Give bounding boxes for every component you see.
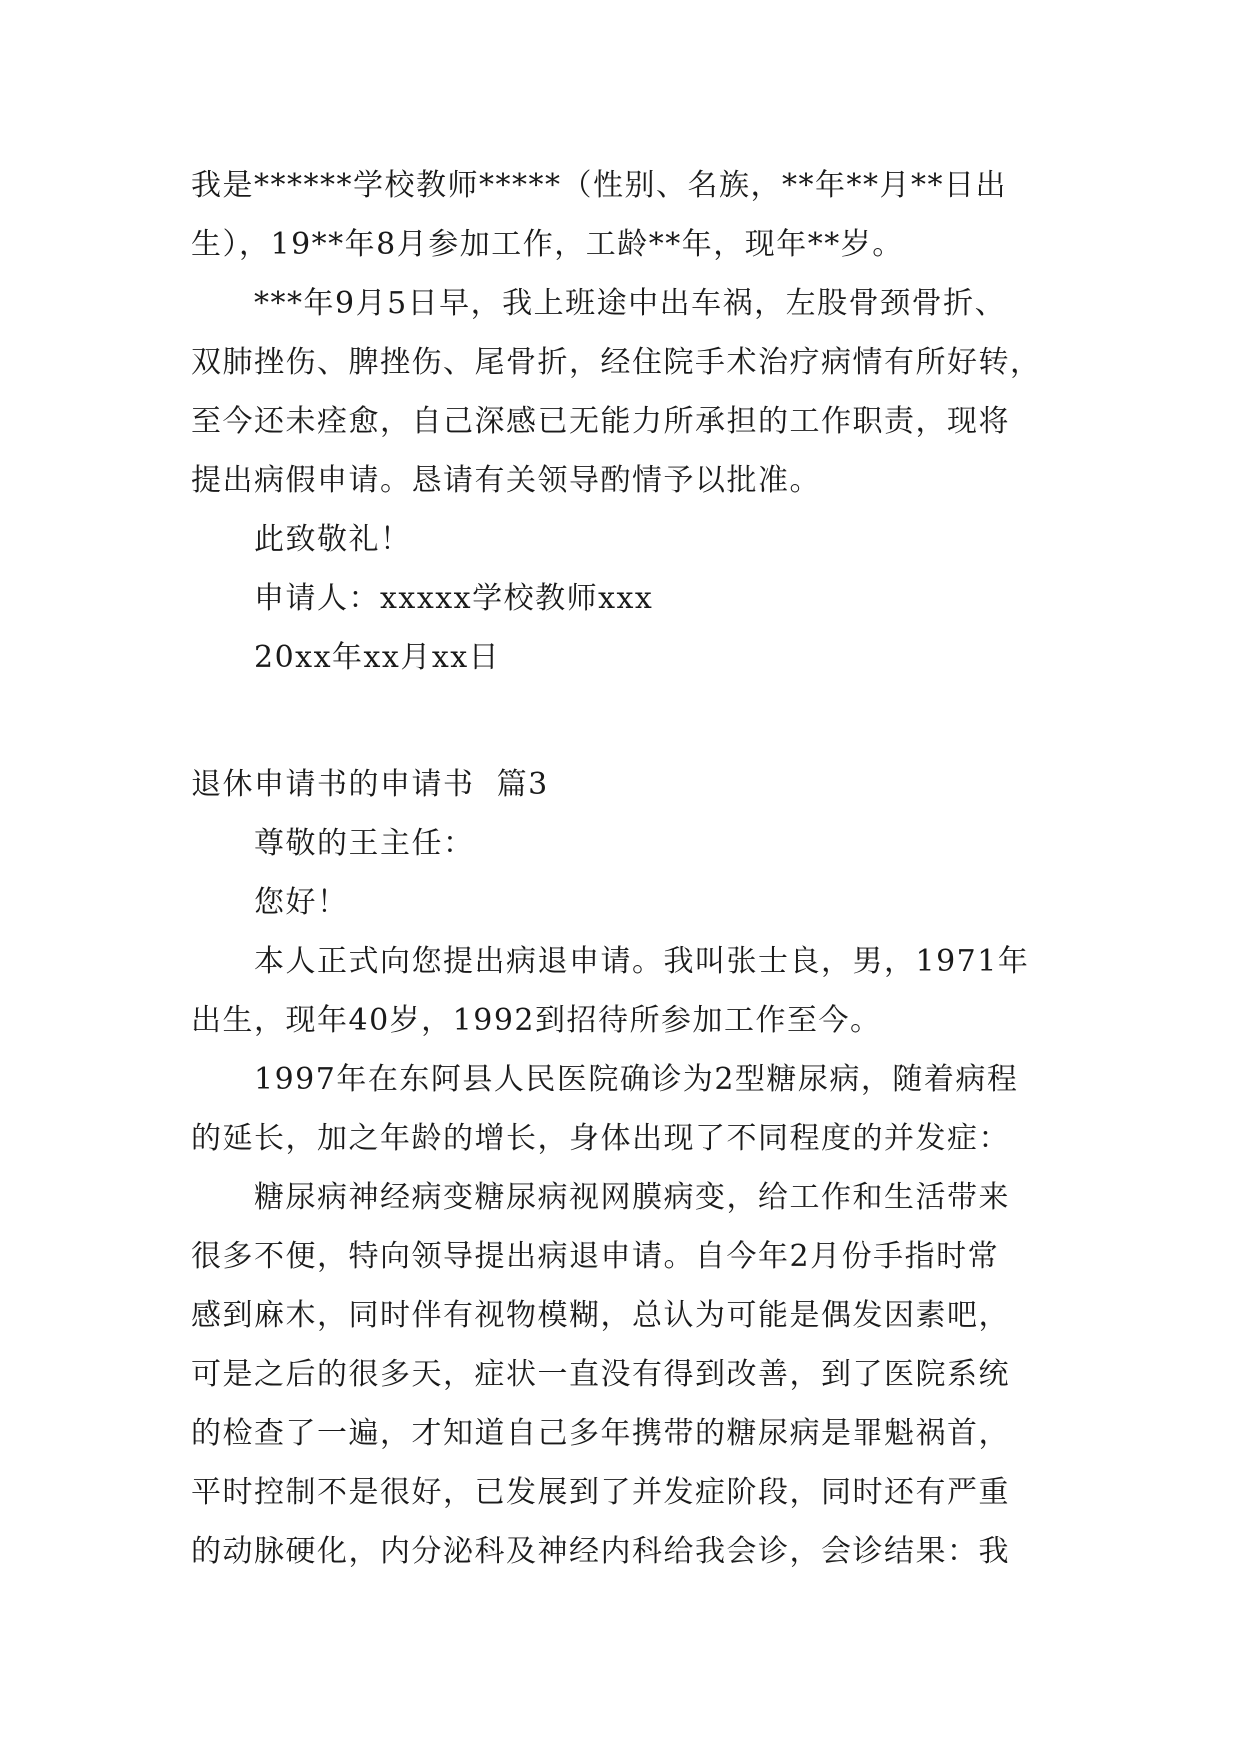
greeting: 您好！ bbox=[254, 885, 349, 920]
paragraph-start-line: 本人正式向您提出病退申请。我叫张士良，男，1971年 bbox=[254, 944, 1030, 979]
text-line: 可是之后的很多天，症状一直没有得到改善，到了医院系统 bbox=[191, 1357, 1010, 1392]
text-line: 的延长，加之年龄的增长，身体出现了不同程度的并发症： bbox=[191, 1121, 1010, 1156]
section-heading: 退休申请书的申请书 篇3 bbox=[191, 767, 549, 802]
text-line: 感到麻木，同时伴有视物模糊，总认为可能是偶发因素吧， bbox=[191, 1298, 1010, 1333]
paragraph-start-line: 1997年在东阿县人民医院确诊为2型糖尿病，随着病程 bbox=[254, 1062, 1019, 1097]
paragraph-start-line: 糖尿病神经病变糖尿病视网膜病变，给工作和生活带来 bbox=[254, 1180, 1010, 1215]
text-line: 出生，现年40岁，1992到招待所参加工作至今。 bbox=[191, 1003, 882, 1038]
text-line: 生），19**年8月参加工作，工龄**年，现年**岁。 bbox=[191, 227, 904, 262]
text-line: 平时控制不是很好，已发展到了并发症阶段，同时还有严重 bbox=[191, 1475, 1010, 1510]
greeting-recipient: 尊敬的王主任： bbox=[254, 826, 475, 861]
text-line: 我是******学校教师*****（性别、名族，**年**月**日出 bbox=[191, 168, 1007, 203]
document-body bbox=[191, 156, 1053, 1581]
text-line: 双肺挫伤、脾挫伤、尾骨折，经住院手术治疗病情有所好转， bbox=[191, 345, 1042, 380]
section-gap bbox=[191, 687, 1053, 755]
date-line: 20xx年xx月xx日 bbox=[254, 640, 501, 675]
text-line: 的动脉硬化，内分泌科及神经内科给我会诊，会诊结果：我 bbox=[191, 1534, 1010, 1569]
text-line: 至今还未痊愈，自己深感已无能力所承担的工作职责，现将 bbox=[191, 404, 1010, 439]
text-line: 提出病假申请。恳请有关领导酌情予以批准。 bbox=[191, 463, 821, 498]
text-line: 的检查了一遍，才知道自己多年携带的糖尿病是罪魁祸首， bbox=[191, 1416, 1010, 1451]
closing-salutation: 此致敬礼！ bbox=[254, 522, 412, 557]
applicant-signature: 申请人：xxxxx学校教师xxx bbox=[254, 581, 654, 616]
text-line: 很多不便，特向领导提出病退申请。自今年2月份手指时常 bbox=[191, 1239, 1000, 1274]
paragraph-start-line: ***年9月5日早，我上班途中出车祸，左股骨颈骨折、 bbox=[254, 286, 1007, 321]
